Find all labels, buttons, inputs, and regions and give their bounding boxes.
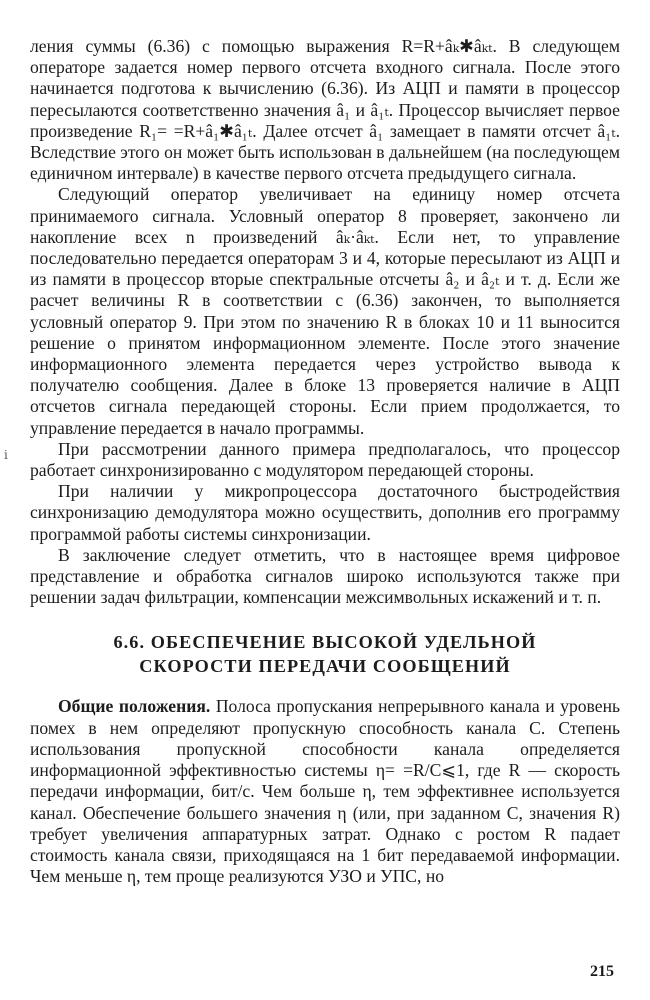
paragraph-6 — [30, 696, 620, 887]
paragraph-3: При рассмотрении данного примера предполагалось, что процессор работает синхронизированно с модулятором передающей стороны. — [30, 438, 620, 481]
section-heading-line-2: СКОРОСТИ ПЕРЕДАЧИ СООБЩЕНИЙ — [139, 656, 511, 677]
section-heading-line-1: 6.6. ОБЕСПЕЧЕНИЕ ВЫСОКОЙ УДЕЛЬНОЙ — [113, 632, 537, 653]
margin-mark: ⅰ — [4, 448, 8, 462]
book-page — [30, 36, 620, 986]
paragraph-5: В заключение следует отметить, что в настоящее время цифровое представление и обработка сигналов широко используются также при решении задач фильтрации, компенсации межсимвольных искажений и т. п. — [30, 544, 620, 608]
page-number: 215 — [590, 962, 614, 980]
paragraph-4: При наличии у микропроцессора достаточного быстродействия синхронизацию демодулятора можно осуществить, дополнив его программу программой работы системы синхронизации. — [30, 481, 620, 544]
paragraph-2: Следующий оператор увеличивает на единицу номер отсчета принимаемого сигнала. Условный оператор 8 проверяет, закончено ли накопление всех n произведений âₖ·âₖₜ. Если нет, то управление последовательно передается операторам 3 и 4, которые пересылают из АЦП и из памяти в процессор вторые спектральные отсчеты â₂ и â₂ₜ и т. д. Если же расчет величины R в соответствии с (6.36) закончен, то выполняется условный оператор 9. При этом по значению R в блоках 10 и 11 выносится решение о принятом информационном элементе. После этого значение информационного элемента передается через устройство вывода к получателю сообщения. Далее в блоке 13 проверяется наличие в АЦП отсчетов сигнала передающей стороны. Если прием продолжается, то управление передается в начало программы. — [30, 184, 620, 438]
paragraph-6-text: Полоса пропускания непрерывного канала и уровень помех в нем определяют пропускную способность канала C. Степень использования пропускной способности канала определяется информационной эффективностью системы η= =R/C⩽1, где R — скорость передачи информации, бит/с. Чем больше η, тем эффективнее используется канал. Обеспечение большего значения η (или, при заданном C, значения R) требует увеличения аппаратурных затрат. Однако с ростом R падает стоимость канала связи, приходящаяся на 1 бит передаваемой информации. Чем меньше η, тем проще реализуются УЗО и УПС, но — [30, 696, 621, 887]
section-heading — [30, 630, 620, 678]
paragraph-1: ления суммы (6.36) с помощью выражения R=R+âₖ✱âₖₜ. В следующем операторе задается номер первого отсчета входного сигнала. После этого начинается подготова к вычислению (6.36). Из АЦП и памяти в процессор пересылаются соответственно значения â₁ и â₁ₜ. Процессор вычисляет первое произведение R₁= =R+â₁✱â₁ₜ. Далее отсчет â₁ замещает в памяти отсчет â₁ₜ. Вследствие этого он может быть использован в дальнейшем (на последующем единичном интервале) в качестве первого отсчета предыдущего сигнала. — [30, 36, 620, 184]
runin-heading: Общие положения. — [58, 696, 211, 717]
